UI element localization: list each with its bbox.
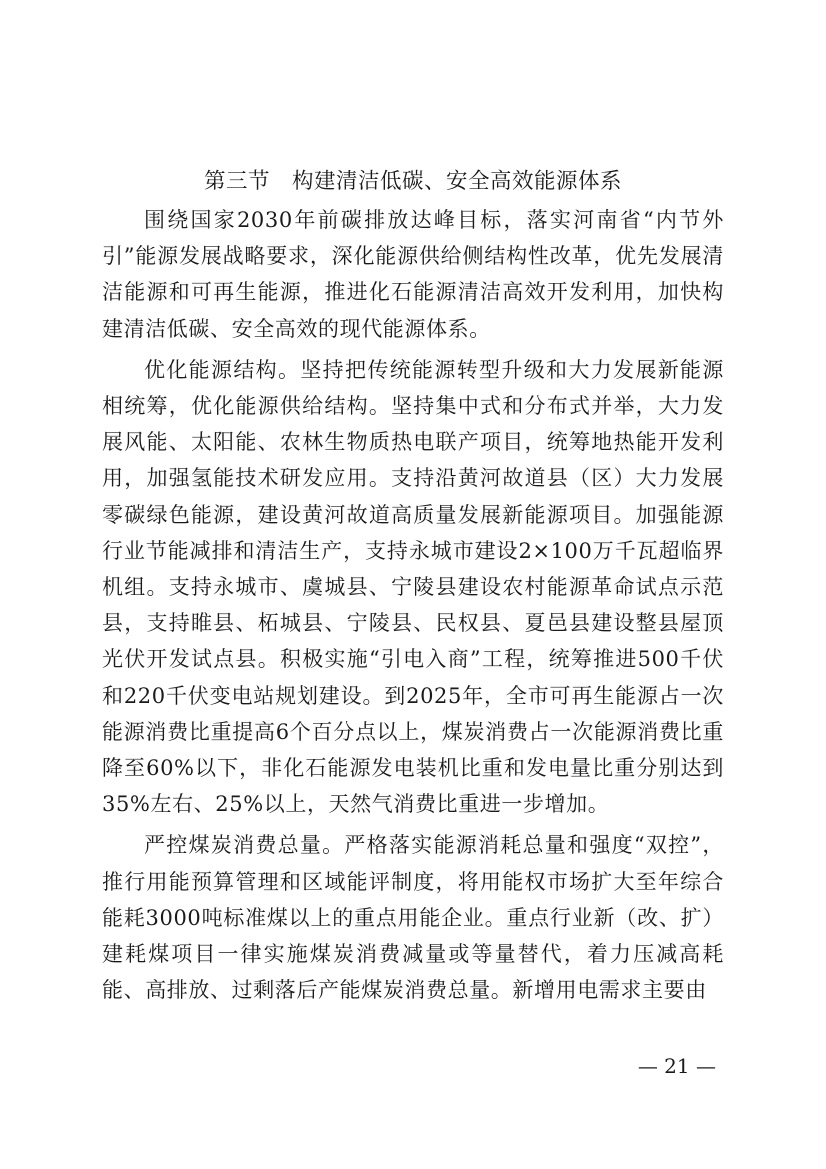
section-heading: 第三节 构建清洁低碳、安全高效能源体系 (203, 169, 622, 194)
paragraph-control-coal-consumption: 严控煤炭消费总量。严格落实能源消耗总量和强度“双控”，推行用能预算管理和区域能评制度，将用能权市场扩大至年综合能耗3000吨标准煤以上的重点用能企业。重点行业新（改、扩）建耗煤项目一律实施煤炭消费减量或等量替代，着力压减高耗能、高排放、过剩落后产能煤炭消费总量。新增用电需求主要由 (102, 833, 724, 1003)
paragraph-optimize-energy-structure: 优化能源结构。坚持把传统能源转型升级和大力发展新能源相统筹，优化能源供给结构。坚持集中式和分布式并举，大力发展风能、太阳能、农林生物质热电联产项目，统筹地热能开发利用，加强氢能技术研发应用。支持沿黄河故道县（区）大力发展零碳绿色能源，建设黄河故道高质量发展新能源项目。加强能源行业节能减排和清洁生产，支持永城市建设2×100万千瓦超临界机组。支持永城市、虞城县、宁陵县建设农村能源革命试点示范县，支持睢县、柘城县、宁陵县、民权县、夏邑县建设整县屋顶光伏开发试点县。积极实施“引电入商”工程，统筹推进500千伏和220千伏变电站规划建设。到2025年，全市可再生能源占一次能源消费比重提高6个百分点以上，煤炭消费占一次能源消费比重降至60%以下，非化石能源发电装机比重和发电量比重分别达到35%左右、25%以上，天然气消费比重进一步增加。 (102, 357, 724, 817)
page-number: — 21 — (637, 1054, 716, 1078)
paragraph-intro: 围绕国家2030年前碳排放达峰目标，落实河南省“内节外引”能源发展战略要求，深化能源供给侧结构性改革，优先发展清洁能源和可再生能源，推进化石能源清洁高效开发利用，加快构建清洁低碳、安全高效的现代能源体系。 (102, 208, 724, 341)
body-text (102, 202, 724, 1013)
